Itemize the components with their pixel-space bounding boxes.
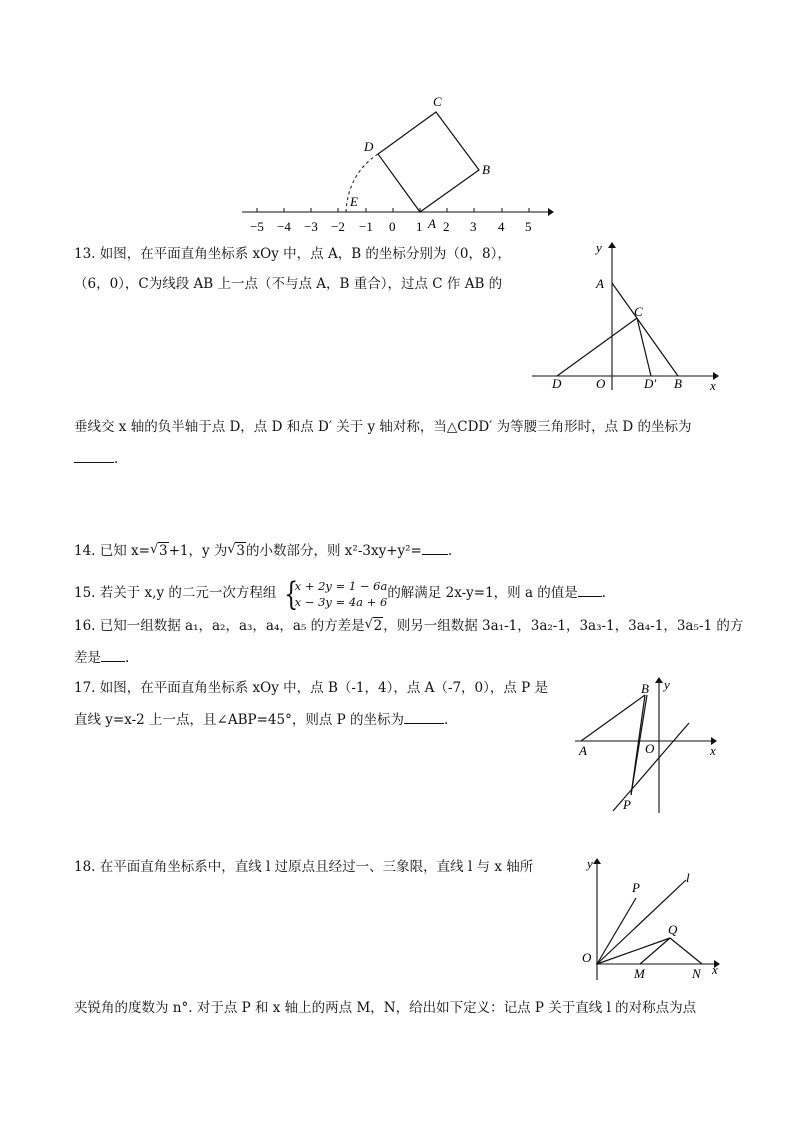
tick-label: 4 — [498, 219, 505, 234]
point-label-N: N — [692, 966, 701, 981]
point-label-D: D — [364, 139, 374, 154]
point-label-D: D — [552, 376, 562, 391]
answer-blank[interactable] — [578, 582, 602, 597]
point-label-E: E — [350, 194, 358, 209]
point-label-D-prime: D′ — [644, 376, 657, 391]
tick-label: −4 — [277, 219, 291, 234]
tick-label: 0 — [389, 219, 396, 234]
period: . — [114, 451, 119, 467]
point-label-M: M — [634, 966, 645, 981]
point-label-P: P — [632, 880, 640, 895]
tick-label: 5 — [525, 219, 532, 234]
point-label-B: B — [674, 376, 682, 391]
figure-q18-coordinate — [578, 852, 726, 982]
figure-q17-coordinate — [573, 673, 723, 818]
question-17-line-1: 17. 如图，在平面直角坐标系 xOy 中，点 B（-1，4），点 A（-7，0），点 P 是 — [74, 680, 549, 696]
q17-line-2-text: 直线 y=x-2 上一点，且∠ABP=45°，则点 P 的坐标为 — [74, 712, 405, 728]
point-label-A: A — [596, 276, 604, 291]
tick-label: 1 — [416, 219, 423, 234]
question-15 — [74, 574, 607, 613]
point-label-B: B — [482, 162, 490, 177]
axis-label-x: x — [712, 962, 718, 977]
tick-label: −3 — [304, 219, 318, 234]
point-label-B: B — [641, 681, 649, 696]
axis-label-x: x — [710, 743, 716, 758]
figure-q13-coordinate — [530, 238, 725, 393]
axis-label-y: y — [596, 240, 602, 255]
point-label-C: C — [433, 94, 442, 109]
question-14 — [74, 540, 452, 561]
point-label-A: A — [428, 216, 436, 231]
answer-blank[interactable] — [74, 448, 114, 463]
equation-system: { x + 2y = 1 − 6a x − 3y = 4a + 6 — [283, 574, 388, 613]
tick-label: −5 — [250, 219, 264, 234]
sqrt-3: √ 3 — [149, 542, 168, 559]
axis-label-y: y — [587, 856, 593, 871]
question-13-line-1: 13. 如图，在平面直角坐标系 xOy 中，点 A，B 的坐标分别为（0，8）， — [74, 246, 511, 262]
period: . — [447, 543, 453, 559]
point-label-O: O — [582, 950, 592, 965]
tick-label: 2 — [443, 219, 450, 234]
tick-label: 3 — [470, 219, 477, 234]
tick-label: −2 — [331, 219, 345, 234]
question-17-line-2 — [74, 709, 448, 730]
point-label-C: C — [634, 304, 643, 319]
question-18-line-1: 18. 在平面直角坐标系中，直线 l 过原点且经过一、三象限，直线 l 与 x 轴所 — [74, 859, 534, 875]
axis-label-y: y — [664, 677, 670, 692]
figure-square-number-line — [236, 92, 556, 237]
period: . — [601, 585, 607, 601]
q15-suffix: 的解满足 2x-y=1，则 a 的值是 — [387, 585, 578, 601]
question-13-line-3: 垂线交 x 轴的负半轴于点 D，点 D 和点 D′ 关于 y 轴对称，当△CDD′ 为等腰三角形时，点 D 的坐标为 — [74, 419, 692, 435]
q16-suffix: ，则另一组数据 3a₁-1，3a₂-1，3a₃-1，3a₄-1，3a₅-1 的方 — [383, 618, 744, 634]
question-16-line-1 — [74, 616, 743, 636]
point-label-Q: Q — [668, 922, 678, 937]
question-16-line-2 — [74, 647, 129, 668]
q16-line-2-text: 差是 — [74, 650, 101, 666]
q14-prefix: 14. 已知 x= — [74, 543, 150, 559]
axis-label-x: x — [710, 378, 716, 393]
equation-2: x − 3y = 4a + 6 — [294, 594, 388, 609]
point-label-O: O — [596, 376, 606, 391]
point-label-P: P — [623, 797, 631, 812]
answer-blank[interactable] — [101, 647, 125, 662]
line-label-l: l — [686, 870, 690, 885]
tick-label: −1 — [359, 219, 373, 234]
period: . — [125, 650, 130, 666]
period: . — [444, 712, 449, 728]
q15-prefix: 15. 若关于 x,y 的二元一次方程组 — [74, 585, 277, 601]
point-label-A: A — [579, 743, 587, 758]
sqrt-3-second: √ 3 — [227, 542, 245, 559]
q14-mid: +1，y 为 — [168, 543, 228, 559]
answer-blank[interactable] — [404, 709, 444, 724]
question-18-line-2: 夹锐角的度数为 n°. 对于点 P 和 x 轴上的两点 M，N，给出如下定义：记点 P 关于直线 l 的对称点为点 — [74, 1000, 697, 1016]
point-label-O: O — [645, 741, 655, 756]
sqrt-2: √ 2 — [364, 617, 383, 634]
question-13-line-2: （6，0），C为线段 AB 上一点（不与点 A，B 重合），过点 C 作 AB 的 — [74, 276, 503, 292]
q14-suffix: 的小数部分，则 x²-3xy+y²= — [246, 543, 422, 559]
equation-1: x + 2y = 1 − 6a — [294, 578, 388, 593]
question-13-answer-line — [74, 448, 118, 469]
q16-prefix: 16. 已知一组数据 a₁，a₂，a₃，a₄，a₅ 的方差是 — [74, 618, 365, 634]
answer-blank[interactable] — [422, 540, 448, 555]
